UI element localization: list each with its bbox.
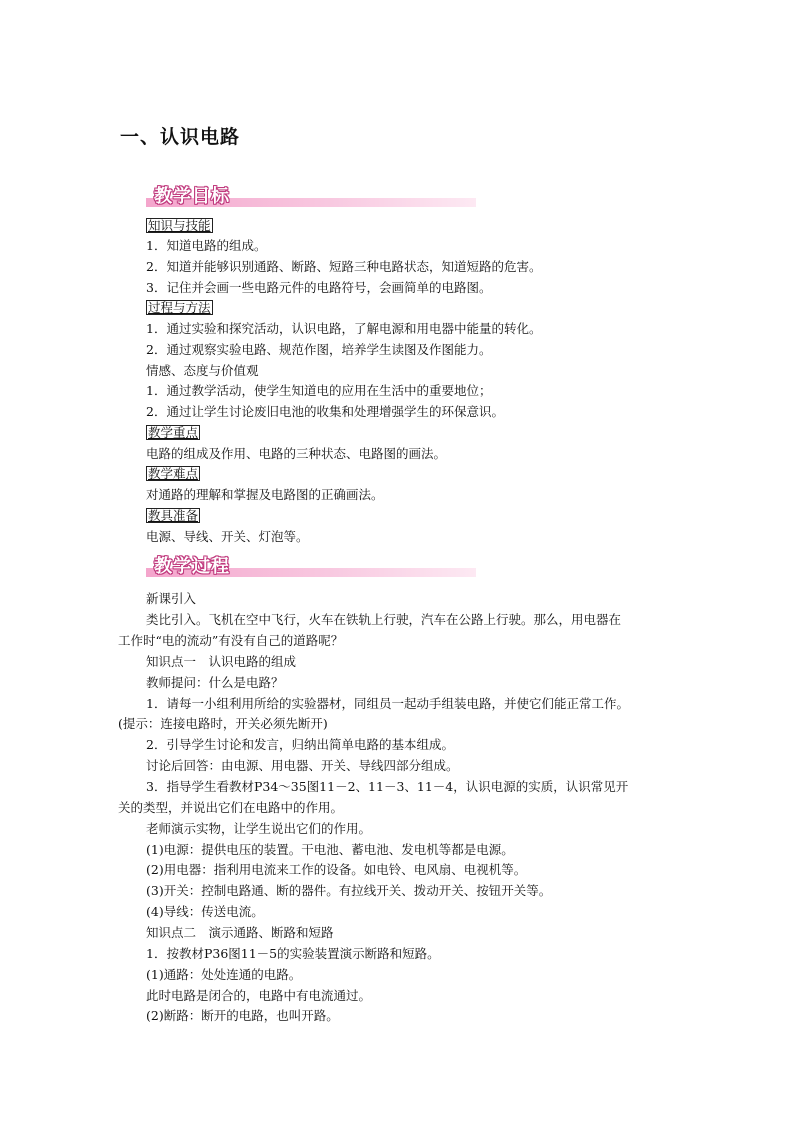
process-line-11: 关的类型，并说出它们在电路中的作用。 [118,800,344,815]
process-line-20: 此时电路是闭合的，电路中有电流通过。 [146,988,372,1003]
attitude-item-2: 2．通过让学生讨论废旧电池的收集和处理增强学生的环保意识。 [146,404,504,419]
process-line-4: 知识点一 认识电路的组成 [146,654,297,669]
process-line-14: (2)用电器：指利用电流来工作的设备。如电铃、电风扇、电视机等。 [146,862,527,877]
tools-text: 电源、导线、开关、灯泡等。 [146,529,309,544]
process-line-1: 新课引入 [146,591,197,606]
process-line-10: 3．指导学生看教材P34～35图11－2、11－3、11－4，认识电源的实质，认识常见开 [146,779,629,794]
process-line-15: (3)开关：控制电路通、断的器件。有拉线开关、拨动开关、按钮开关等。 [146,883,552,898]
process-line-13: (1)电源：提供电压的装置。干电池、蓄电池、发电机等都是电源。 [146,842,514,857]
process-banner [146,552,476,580]
process-line-21: (2)断路：断开的电路，也叫开路。 [146,1008,339,1023]
difficult-heading: 教学难点 [148,466,199,481]
knowledge-item-1: 1．知道电路的组成。 [146,238,267,253]
tools-heading: 教具准备 [148,508,199,523]
process-line-2: 类比引入。飞机在空中飞行，火车在铁轨上行驶，汽车在公路上行驶。那么，用电器在 [146,612,622,627]
knowledge-item-2: 2．知道并能够识别通路、断路、短路三种电路状态，知道短路的危害。 [146,259,542,274]
process-item-1: 1．通过实验和探究活动，认识电路，了解电源和用电器中能量的转化。 [146,321,542,336]
goals-banner-label: 教学目标 [154,186,230,207]
process-line-18: 1．按教材P36图11－5的实验装置演示断路和短路。 [146,946,440,961]
tools-heading-line [146,508,200,524]
process-line-7: (提示：连接电路时，开关必须先断开) [118,716,328,731]
key-text: 电路的组成及作用、电路的三种状态、电路图的画法。 [146,446,447,461]
process-line-12: 老师演示实物，让学生说出它们的作用。 [146,821,372,836]
process-line-17: 知识点二 演示通路、断路和短路 [146,925,334,940]
page-title: 一、认识电路 [120,126,241,148]
process-line-19: (1)通路：处处连通的电路。 [146,967,302,982]
process-heading-line [146,300,213,316]
key-heading-line [146,425,200,441]
process-line-3: 工作时“电的流动”有没有自己的道路呢？ [118,633,344,648]
process-line-5: 教师提问：什么是电路？ [146,675,284,690]
difficult-text: 对通路的理解和掌握及电路图的正确画法。 [146,487,384,502]
key-heading: 教学重点 [148,425,199,440]
process-line-16: (4)导线：传送电流。 [146,904,264,919]
knowledge-heading: 知识与技能 [148,218,211,233]
knowledge-heading-line [146,218,213,234]
process-banner-label: 教学过程 [154,556,230,577]
knowledge-item-3: 3．记住并会画一些电路元件的电路符号，会画简单的电路图。 [146,280,492,295]
process-method-heading: 过程与方法 [148,300,211,315]
difficult-heading-line [146,466,200,482]
process-line-8: 2．引导学生讨论和发言，归纳出简单电路的基本组成。 [146,737,454,752]
goals-banner [146,182,476,210]
process-line-9: 讨论后回答：由电源、用电器、开关、导线四部分组成。 [146,758,459,773]
process-item-2: 2．通过观察实验电路、规范作图，培养学生读图及作图能力。 [146,342,492,357]
attitude-item-1: 1．通过教学活动，使学生知道电的应用在生活中的重要地位； [146,383,492,398]
process-line-6: 1．请每一小组利用所给的实验器材，同组员一起动手组装电路，并使它们能正常工作。 [146,696,629,711]
attitude-heading: 情感、态度与价值观 [146,363,259,378]
